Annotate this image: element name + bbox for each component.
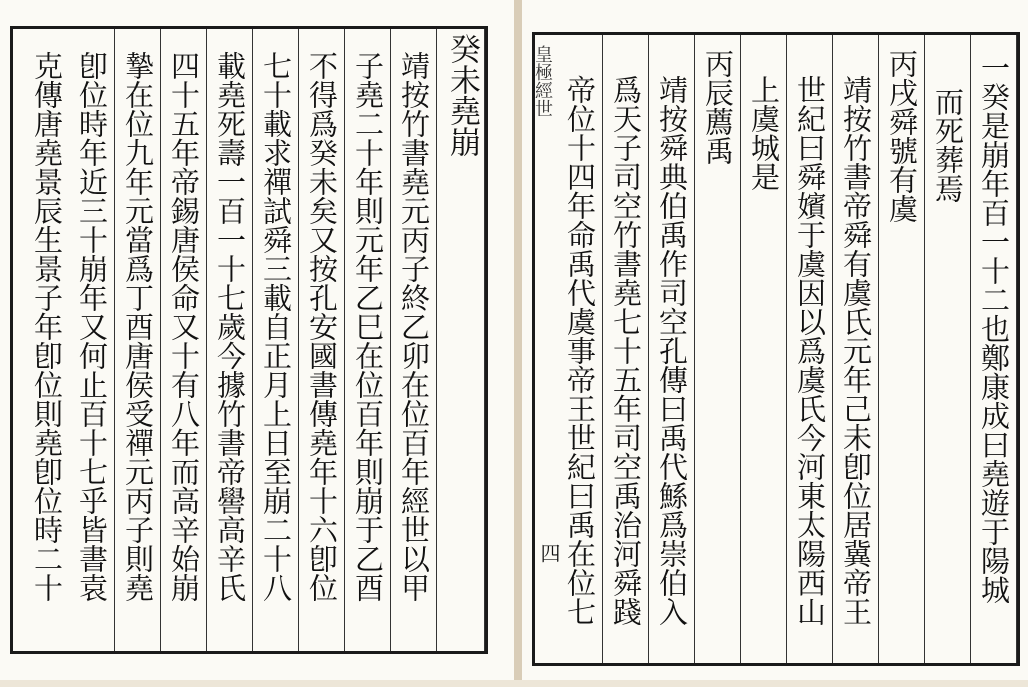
text-column [207, 29, 253, 651]
column-text: 載堯死壽一百一十七歲今據竹書帝嚳高辛氏 [213, 51, 247, 602]
text-column [695, 35, 741, 663]
text-column [649, 35, 695, 663]
column-text: 卽位時年近三十崩年又何止百十七乎皆書袁 [75, 51, 109, 602]
column-text: 世紀曰舜嬪于虞因以爲虞氏今河東太陽西山 [793, 75, 827, 626]
column-text: 丙辰薦禹 [701, 49, 735, 165]
margin-book-title: 皇極經世 [532, 45, 553, 117]
book-gutter [514, 0, 522, 680]
column-text: 靖按舜典伯禹作司空孔傳曰禹代鯀爲崇伯入 [655, 75, 689, 626]
text-column [115, 29, 161, 651]
column-text: 不得爲癸未矣又按孔安國書傳堯年十六卽位 [305, 51, 339, 602]
text-column [925, 35, 971, 663]
right-page-frame [532, 32, 1020, 666]
column-text: 摯在位九年元當爲丁酉唐侯受禪元丙子則堯 [121, 51, 155, 602]
text-column [17, 29, 69, 651]
column-text: 七十載求禪試舜三載自正月上日至崩二十八 [259, 51, 293, 602]
column-text: 四十五年帝錫唐侯命又十有八年而高辛始崩 [167, 51, 201, 602]
text-column [787, 35, 833, 663]
text-column [299, 29, 345, 651]
text-column [971, 35, 1017, 663]
text-column [437, 29, 485, 651]
left-page [0, 0, 514, 680]
column-text: 一癸是崩年百一十二也鄭康成曰堯遊于陽城 [977, 53, 1011, 604]
right-page [522, 0, 1028, 680]
text-column [391, 29, 437, 651]
left-page-frame [10, 26, 488, 654]
column-text: 上虞城是 [747, 75, 781, 191]
column-text: 靖按竹書帝舜有虞氏元年己未卽位居冀帝王 [839, 75, 873, 626]
column-text: 癸未堯崩 [444, 33, 480, 157]
column-text: 子堯二十年則元年乙巳在位百年則崩于乙酉 [351, 51, 385, 602]
text-column [603, 35, 649, 663]
column-text: 而死葬焉 [931, 87, 965, 203]
column-text: 克傳唐堯景辰生景子年卽位則堯卽位時二十 [30, 51, 64, 602]
column-text: 帝位十四年命禹代虞事帝王世紀曰禹在位七 [563, 75, 597, 626]
page-number: 四 [537, 543, 561, 563]
column-text: 靖按竹書堯元丙子終乙卯在位百年經世以甲 [397, 51, 431, 602]
text-column [161, 29, 207, 651]
text-column [833, 35, 879, 663]
text-column [741, 35, 787, 663]
column-text: 爲天子司空竹書堯七十五年司空禹治河舜踐 [609, 75, 643, 626]
column-text: 丙戌舜號有虞 [885, 49, 919, 223]
text-column [253, 29, 299, 651]
text-column [69, 29, 115, 651]
text-column [879, 35, 925, 663]
text-column [557, 35, 603, 663]
text-column [345, 29, 391, 651]
